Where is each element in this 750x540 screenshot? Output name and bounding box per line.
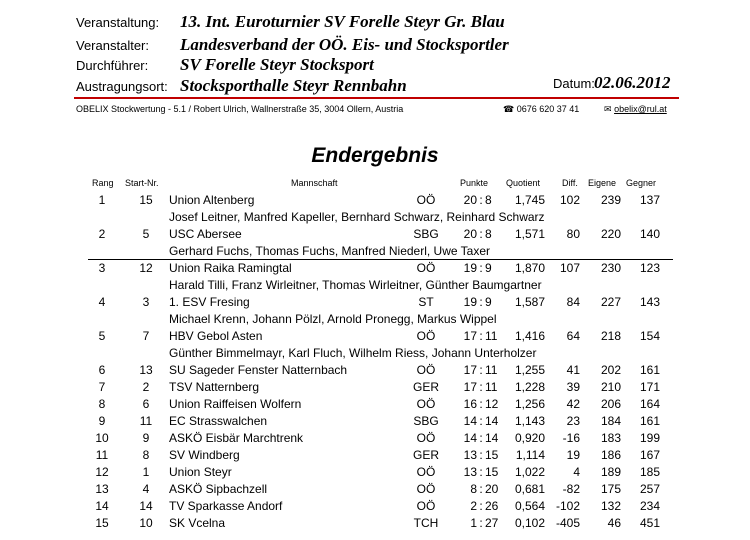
team-cell: ASKÖ Eisbär Marchtrenk [169, 431, 304, 445]
team-cell: TV Sparkasse Andorf [169, 499, 283, 513]
own-cell: 132 [600, 499, 621, 513]
opponent-cell: 167 [639, 448, 660, 462]
region-cell: OÖ [416, 363, 436, 377]
opponent-cell: 137 [639, 193, 660, 207]
region-cell: OÖ [416, 329, 436, 343]
points-lost-cell: 9 [485, 261, 492, 275]
region-cell: GER [412, 448, 439, 462]
quotient-cell: 1,228 [514, 380, 545, 394]
own-cell: 175 [600, 482, 621, 496]
own-cell: 202 [600, 363, 621, 377]
points-lost-cell: 8 [485, 193, 492, 207]
region-cell: OÖ [416, 499, 436, 513]
start-number-cell: 2 [142, 380, 150, 394]
diff-cell: -16 [562, 431, 580, 445]
points-won-cell: 20 [463, 227, 477, 241]
col-gegner: Gegner [626, 178, 657, 188]
points-separator: : [479, 193, 483, 207]
col-quotient: Quotient [506, 178, 541, 188]
organizer-label: Veranstalter: [76, 38, 149, 53]
diff-cell: 84 [566, 295, 580, 309]
date-value: 02.06.2012 [594, 73, 671, 92]
team-cell: Union Altenberg [169, 193, 255, 207]
region-cell: OÖ [416, 465, 436, 479]
points-won-cell: 1 [470, 516, 477, 530]
opponent-cell: 161 [639, 414, 660, 428]
points-won-cell: 16 [463, 397, 477, 411]
region-cell: GER [412, 380, 439, 394]
points-won-cell: 14 [463, 431, 477, 445]
quotient-cell: 0,920 [514, 431, 545, 445]
opponent-cell: 451 [639, 516, 660, 530]
own-cell: 186 [600, 448, 621, 462]
points-separator: : [479, 380, 483, 394]
rank-cell: 10 [95, 431, 109, 445]
opponent-cell: 143 [639, 295, 660, 309]
own-cell: 183 [600, 431, 621, 445]
points-separator: : [479, 295, 483, 309]
venue-value: Stocksporthalle Steyr Rennbahn [180, 76, 407, 95]
start-number-cell: 8 [142, 448, 150, 462]
own-cell: 227 [600, 295, 621, 309]
points-lost-cell: 26 [485, 499, 499, 513]
diff-cell: 80 [566, 227, 580, 241]
diff-cell: 64 [566, 329, 580, 343]
team-cell: Union Steyr [169, 465, 232, 479]
points-won-cell: 19 [463, 295, 477, 309]
opponent-cell: 123 [639, 261, 660, 275]
team-members: Gerhard Fuchs, Thomas Fuchs, Manfred Niederl, Uwe Taxer [169, 244, 491, 258]
quotient-cell: 1,022 [514, 465, 545, 479]
diff-cell: 102 [559, 193, 580, 207]
points-won-cell: 2 [470, 499, 477, 513]
region-cell: OÖ [416, 431, 436, 445]
points-lost-cell: 14 [485, 431, 499, 445]
team-cell: ASKÖ Sipbachzell [169, 482, 268, 496]
points-separator: : [479, 431, 483, 445]
rank-cell: 1 [98, 193, 106, 207]
team-cell: 1. ESV Fresing [169, 295, 250, 309]
own-cell: 210 [600, 380, 621, 394]
rank-cell: 5 [98, 329, 106, 343]
quotient-cell: 0,681 [514, 482, 545, 496]
points-won-cell: 20 [463, 193, 477, 207]
own-cell: 239 [600, 193, 621, 207]
points-lost-cell: 20 [485, 482, 499, 496]
points-lost-cell: 27 [485, 516, 499, 530]
points-won-cell: 13 [463, 448, 477, 462]
start-number-cell: 14 [139, 499, 153, 513]
own-cell: 206 [600, 397, 621, 411]
diff-cell: 41 [566, 363, 580, 377]
team-cell: SV Windberg [169, 448, 240, 462]
team-cell: HBV Gebol Asten [169, 329, 263, 343]
phone-icon: ☎ [503, 104, 515, 114]
rank-cell: 8 [98, 397, 106, 411]
col-rang: Rang [92, 178, 114, 188]
points-separator: : [479, 329, 483, 343]
opponent-cell: 171 [639, 380, 660, 394]
points-lost-cell: 15 [485, 448, 499, 462]
points-separator: : [479, 261, 483, 275]
diff-cell: 19 [566, 448, 580, 462]
venue-label: Austragungsort: [76, 79, 168, 94]
opponent-cell: 154 [639, 329, 660, 343]
start-number-cell: 15 [139, 193, 153, 207]
rank-cell: 13 [95, 482, 109, 496]
points-won-cell: 19 [463, 261, 477, 275]
organizer-value: Landesverband der OÖ. Eis- und Stocksportler [180, 35, 509, 54]
team-cell: EC Strasswalchen [169, 414, 268, 428]
points-lost-cell: 8 [485, 227, 492, 241]
own-cell: 230 [600, 261, 621, 275]
points-lost-cell: 11 [485, 329, 498, 343]
points-separator: : [479, 465, 483, 479]
col-startnr: Start-Nr. [125, 178, 159, 188]
quotient-cell: 1,870 [514, 261, 545, 275]
points-won-cell: 13 [463, 465, 477, 479]
points-separator: : [479, 414, 483, 428]
rank-cell: 7 [98, 380, 106, 394]
team-cell: TSV Natternberg [169, 380, 260, 394]
team-members: Michael Krenn, Johann Pölzl, Arnold Pronegg, Markus Wippel [169, 312, 497, 326]
event-value: 13. Int. Euroturnier SV Forelle Steyr Gr. Blau [180, 12, 505, 31]
opponent-cell: 234 [639, 499, 660, 513]
points-won-cell: 8 [470, 482, 477, 496]
phone-number: 0676 620 37 41 [516, 104, 580, 114]
envelope-icon: ✉ [604, 104, 612, 114]
own-cell: 189 [600, 465, 621, 479]
start-number-cell: 1 [142, 465, 150, 479]
rank-cell: 3 [98, 261, 106, 275]
diff-cell: -102 [555, 499, 580, 513]
region-cell: SBG [413, 414, 439, 428]
quotient-cell: 1,587 [514, 295, 545, 309]
rank-cell: 15 [95, 516, 109, 530]
points-separator: : [479, 499, 483, 513]
start-number-cell: 4 [142, 482, 150, 496]
header-divider [74, 97, 679, 99]
start-number-cell: 12 [139, 261, 153, 275]
start-number-cell: 6 [142, 397, 150, 411]
email-info[interactable] [604, 104, 667, 115]
host-value: SV Forelle Steyr Stocksport [180, 55, 374, 74]
group-divider [88, 259, 673, 260]
quotient-cell: 1,143 [514, 414, 545, 428]
points-won-cell: 17 [463, 329, 477, 343]
team-cell: Union Raika Ramingtal [169, 261, 292, 275]
diff-cell: 107 [559, 261, 580, 275]
opponent-cell: 164 [639, 397, 660, 411]
diff-cell: 4 [573, 465, 580, 479]
region-cell: OÖ [416, 397, 436, 411]
col-diff: Diff. [562, 178, 578, 188]
rank-cell: 6 [98, 363, 106, 377]
points-lost-cell: 12 [485, 397, 499, 411]
team-cell: SK Vcelna [169, 516, 226, 530]
points-won-cell: 17 [463, 380, 477, 394]
own-cell: 220 [600, 227, 621, 241]
email-link[interactable]: obelix@rul.at [614, 104, 667, 114]
opponent-cell: 199 [639, 431, 660, 445]
opponent-cell: 257 [639, 482, 660, 496]
points-lost-cell: 11 [485, 380, 498, 394]
rank-cell: 12 [95, 465, 109, 479]
region-cell: SBG [413, 227, 439, 241]
points-separator: : [479, 227, 483, 241]
event-label: Veranstaltung: [76, 15, 160, 30]
points-separator: : [479, 516, 483, 530]
software-credit: OBELIX Stockwertung - 5.1 / Robert Ulrich, Wallnerstraße 35, 3004 Ollern, Austria [76, 104, 404, 114]
points-separator: : [479, 397, 483, 411]
region-cell: OÖ [416, 193, 436, 207]
date-label: Datum: [553, 76, 595, 91]
points-won-cell: 17 [463, 363, 477, 377]
rank-cell: 11 [95, 448, 109, 462]
start-number-cell: 10 [139, 516, 153, 530]
own-cell: 46 [607, 516, 621, 530]
col-eigene: Eigene [588, 178, 617, 188]
opponent-cell: 140 [639, 227, 660, 241]
team-cell: USC Abersee [169, 227, 242, 241]
quotient-cell: 1,255 [514, 363, 545, 377]
phone-info [503, 104, 579, 115]
points-lost-cell: 15 [485, 465, 499, 479]
host-label: Durchführer: [76, 58, 149, 73]
own-cell: 218 [600, 329, 621, 343]
points-lost-cell: 14 [485, 414, 499, 428]
quotient-cell: 1,571 [514, 227, 545, 241]
rank-cell: 14 [95, 499, 109, 513]
quotient-cell: 0,564 [514, 499, 545, 513]
rank-cell: 9 [98, 414, 106, 428]
points-separator: : [479, 448, 483, 462]
quotient-cell: 1,114 [515, 448, 545, 462]
rank-cell: 2 [98, 227, 106, 241]
points-separator: : [479, 363, 483, 377]
start-number-cell: 13 [139, 363, 153, 377]
start-number-cell: 7 [142, 329, 150, 343]
col-mannschaft: Mannschaft [291, 178, 338, 188]
quotient-cell: 1,416 [514, 329, 545, 343]
points-separator: : [479, 482, 483, 496]
start-number-cell: 11 [139, 414, 153, 428]
team-cell: Union Raiffeisen Wolfern [169, 397, 302, 411]
start-number-cell: 9 [142, 431, 150, 445]
team-cell: SU Sageder Fenster Natternbach [169, 363, 348, 377]
diff-cell: 42 [566, 397, 580, 411]
region-cell: ST [418, 295, 434, 309]
team-members: Josef Leitner, Manfred Kapeller, Bernhard Schwarz, Reinhard Schwarz [169, 210, 545, 224]
rank-cell: 4 [98, 295, 106, 309]
col-punkte: Punkte [460, 178, 489, 188]
diff-cell: 23 [566, 414, 580, 428]
team-members: Harald Tilli, Franz Wirleitner, Thomas Wirleitner, Günther Baumgartner [169, 278, 542, 292]
team-members: Günther Bimmelmayr, Karl Fluch, Wilhelm Riess, Johann Unterholzer [169, 346, 537, 360]
points-won-cell: 14 [463, 414, 477, 428]
quotient-cell: 1,745 [514, 193, 545, 207]
start-number-cell: 5 [142, 227, 150, 241]
diff-cell: 39 [566, 380, 580, 394]
diff-cell: -82 [562, 482, 580, 496]
start-number-cell: 3 [142, 295, 150, 309]
opponent-cell: 185 [639, 465, 660, 479]
region-cell: OÖ [416, 261, 436, 275]
points-lost-cell: 9 [485, 295, 492, 309]
quotient-cell: 0,102 [514, 516, 545, 530]
quotient-cell: 1,256 [514, 397, 545, 411]
opponent-cell: 161 [639, 363, 660, 377]
region-cell: OÖ [416, 482, 436, 496]
page-title: Endergebnis [311, 144, 439, 167]
points-lost-cell: 11 [485, 363, 498, 377]
diff-cell: -405 [555, 516, 580, 530]
region-cell: TCH [413, 516, 439, 530]
own-cell: 184 [600, 414, 621, 428]
